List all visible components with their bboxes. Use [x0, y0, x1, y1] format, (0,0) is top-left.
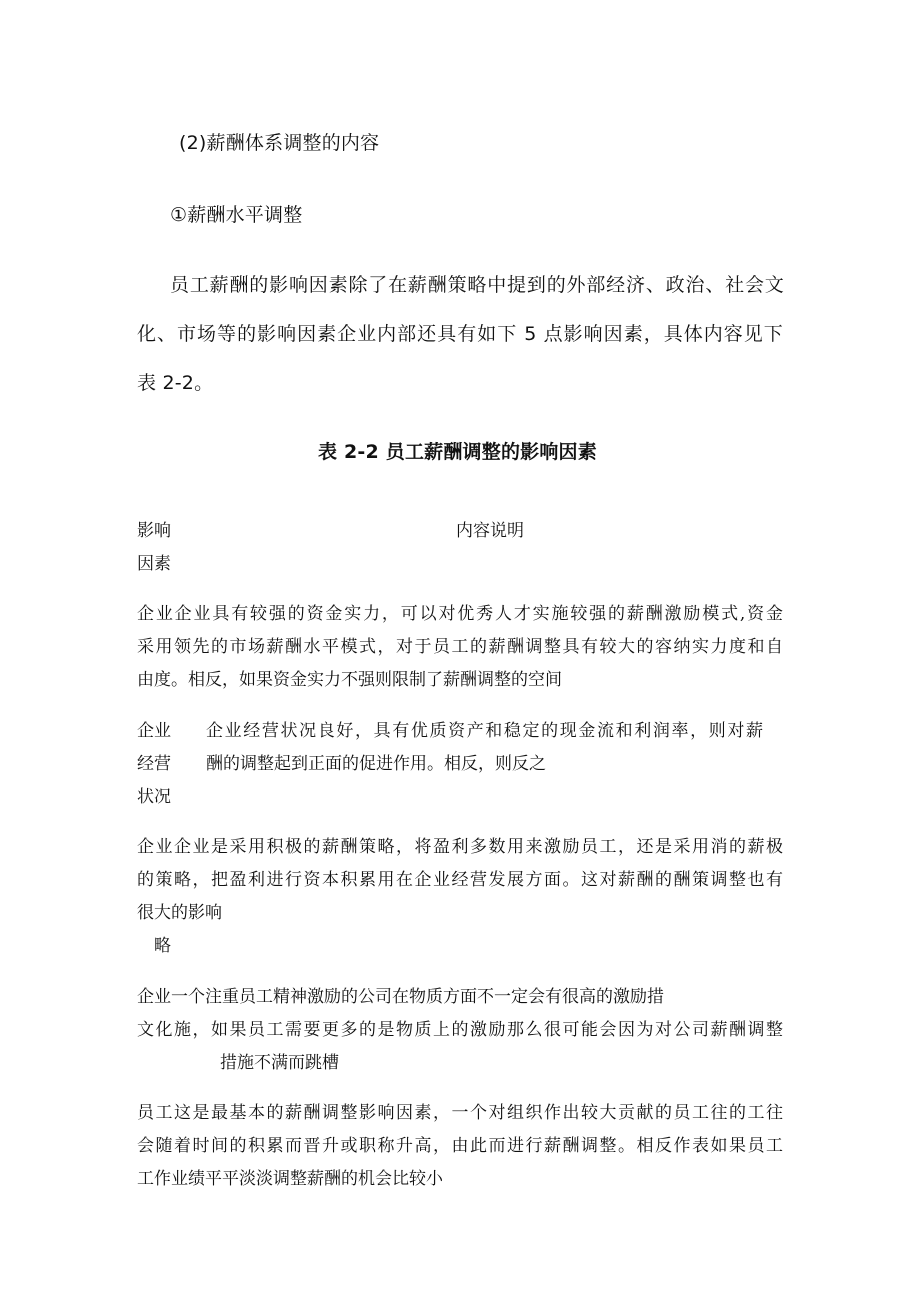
table-caption: 表 2-2 员工薪酬调整的影响因素 — [318, 441, 597, 463]
table-header-content: 内容说明 — [456, 521, 524, 541]
table-row-text: 采用领先的市场薪酬水平模式，对于员工的薪酬调整具有较大的容纳实力度和自 — [137, 637, 783, 657]
table-row-text: 企业企业是采用积极的薪酬策略，将盈利多数用来激励员工，还是采用消的薪极 — [137, 837, 783, 857]
table-row-text: 略 — [154, 936, 171, 956]
table-row-text: 文化施，如果员工需要更多的是物质上的激励那么很可能会因为对公司薪酬调整 — [137, 1020, 783, 1040]
table-row-text: 由度。相反，如果资金实力不强则限制了薪酬调整的空间 — [137, 670, 562, 690]
table-row-text: 的策略，把盈利进行资本积累用在企业经营发展方面。这对薪酬的酬策调整也有 — [137, 870, 783, 890]
table-row-text: 会随着时间的积累而晋升或职称升高，由此而进行薪酬调整。相反作表如果员工 — [137, 1136, 783, 1156]
table-row-factor: 状况 — [137, 787, 171, 807]
table-header-factor: 影响 — [137, 521, 171, 541]
table-row-factor: 企业 — [137, 721, 171, 741]
intro-paragraph-line: 表 2-2。 — [137, 372, 214, 394]
table-header-factor: 因素 — [137, 554, 171, 574]
table-row-content: 企业经营状况良好，具有优质资产和稳定的现金流和利润率，则对薪 — [206, 721, 763, 741]
table-row-content: 酬的调整起到正面的促进作用。相反，则反之 — [206, 754, 546, 774]
section-heading: (2)薪酬体系调整的内容 — [179, 132, 380, 154]
intro-paragraph-line: 化、市场等的影响因素企业内部还具有如下 5 点影响因素，具体内容见下 — [137, 323, 783, 345]
table-row-text: 企业企业具有较强的资金实力，可以对优秀人才实施较强的薪酬激励模式,资金 — [137, 604, 783, 624]
table-row-text: 很大的影响 — [137, 903, 222, 923]
table-row-text: 企业一个注重员工精神激励的公司在物质方面不一定会有很高的激励措 — [137, 987, 664, 1007]
subsection-heading: ①薪酬水平调整 — [170, 204, 303, 226]
table-row-text: 员工这是最基本的薪酬调整影响因素，一个对组织作出较大贡献的员工往的工往 — [137, 1103, 783, 1123]
intro-paragraph-line: 员工薪酬的影响因素除了在薪酬策略中提到的外部经济、政治、社会文 — [170, 274, 784, 296]
table-row-text: 工作业绩平平淡淡调整薪酬的机会比较小 — [137, 1169, 443, 1189]
table-row-factor: 经营 — [137, 754, 171, 774]
table-row-text: 措施不满而跳槽 — [220, 1053, 339, 1073]
